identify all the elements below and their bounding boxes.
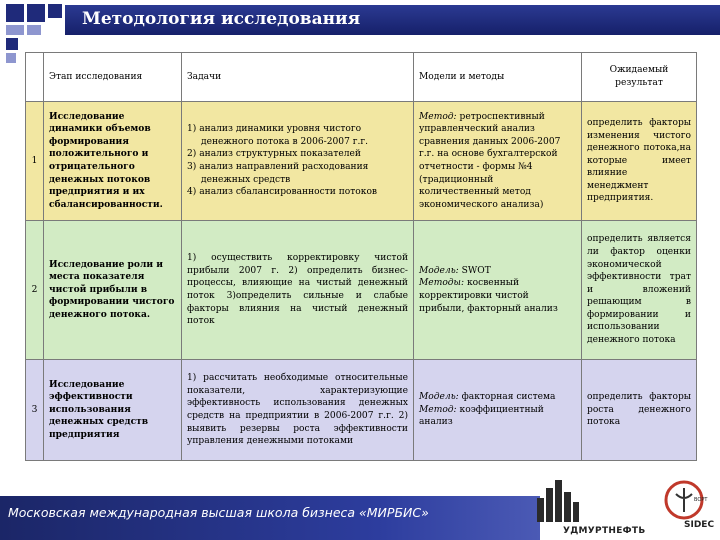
task-line: денежных средств <box>201 174 291 185</box>
footer-text: Московская международная высшая школа бизнеса «МИРБИС» <box>8 505 429 520</box>
task-line: 2) анализ структурных показателей <box>187 149 361 160</box>
task-line: 4) анализ сбалансированности потоков <box>187 187 378 198</box>
table-row <box>26 221 697 360</box>
methods-label: Метод: <box>419 404 457 415</box>
row-tasks <box>182 102 414 221</box>
decor-square <box>27 4 45 22</box>
methodology-table <box>25 52 697 461</box>
methods-value: факторная система <box>461 392 556 403</box>
decor-square <box>6 53 16 63</box>
row-stage: Исследование роли и места показателя чистой прибыли в формировании чистого денежного потока. <box>44 221 182 360</box>
row-number: 3 <box>26 360 44 461</box>
seal-text: ВОРТ <box>694 497 708 503</box>
decor-square <box>48 4 62 18</box>
logo-building <box>564 492 571 522</box>
decor-square <box>6 25 24 35</box>
row-result: определить является ли фактор оценки экономической эффективности трат и вложений решающим в формировании и использовании денежного потока <box>582 221 697 360</box>
header-result <box>582 53 697 102</box>
page-title: Методология исследования <box>82 9 361 29</box>
row-tasks: 1) рассчитать необходимые относительные показатели, характеризующие эффективность использования денежных средств на предприятии в 2006-2007 г.г. 2) выявить резервы роста эффективности управления денежными потоками <box>182 360 414 461</box>
header-result-line1: Ожидаемый <box>609 65 669 76</box>
header-methods: Модели и методы <box>414 53 582 102</box>
logo-wordmark: УДМУРТНЕФТЬ <box>563 526 646 536</box>
row-tasks: 1) осуществить корректировку чистой прибыли 2007 г. 2) определить бизнес-процессы, влияющие на чистый денежный поток 3)определить сильные и слабые факторы влияния на чистый денежный поток <box>182 221 414 360</box>
row-result: определить факторы изменения чистого денежного потока,на которые имеет влияние менеджмент предприятия. <box>582 102 697 221</box>
table-row <box>26 102 697 221</box>
table-row <box>26 360 697 461</box>
row-methods <box>414 221 582 360</box>
header-tasks: Задачи <box>182 53 414 102</box>
row-stage: Исследование динамики объемов формирования положительного и отрицательного денежных потоков предприятия и их сбалансированности. <box>44 102 182 221</box>
methods-label: Модель: <box>419 392 459 403</box>
methods-value: SWOT <box>461 265 491 276</box>
header-stage: Этап исследования <box>44 53 182 102</box>
row-methods <box>414 360 582 461</box>
row-stage: Исследование эффективности использования денежных средств предприятия <box>44 360 182 461</box>
methods-value: коэффициентный анализ <box>419 404 544 428</box>
methods-label: Метод: <box>419 111 457 122</box>
decor-square <box>6 38 18 50</box>
methods-value: косвенный корректировки чистой прибыли, факторный анализ <box>419 278 558 314</box>
decor-square <box>6 4 24 22</box>
methods-value: ретроспективный управленческий анализ сравнения данных 2006-2007 г.г. на основе бухгалтерской отчетности - формы №4 (традиционный количественный метод экономического анализа) <box>419 111 561 210</box>
row-result: определить факторы роста денежного потока <box>582 360 697 461</box>
decor-square <box>27 25 41 35</box>
header-result-line2: результат <box>615 78 663 88</box>
logo-building <box>537 498 544 522</box>
table-header-row <box>26 53 697 102</box>
header-num <box>26 53 44 102</box>
task-line: денежного потока в 2006-2007 г.г. <box>201 136 369 147</box>
logo-building <box>555 480 562 522</box>
row-number: 2 <box>26 221 44 360</box>
logo-building <box>573 502 579 522</box>
methods-label: Модель: <box>419 265 459 276</box>
row-methods <box>414 102 582 221</box>
task-line: 1) анализ динамики уровня чистого <box>187 124 362 135</box>
logo-building <box>546 488 553 522</box>
row-number: 1 <box>26 102 44 221</box>
task-line: 3) анализ направлений расходования <box>187 162 369 172</box>
side-logo-text: SIDEC <box>684 520 715 530</box>
udmurtneft-logo <box>535 478 645 540</box>
methods-label: Методы: <box>419 278 465 289</box>
